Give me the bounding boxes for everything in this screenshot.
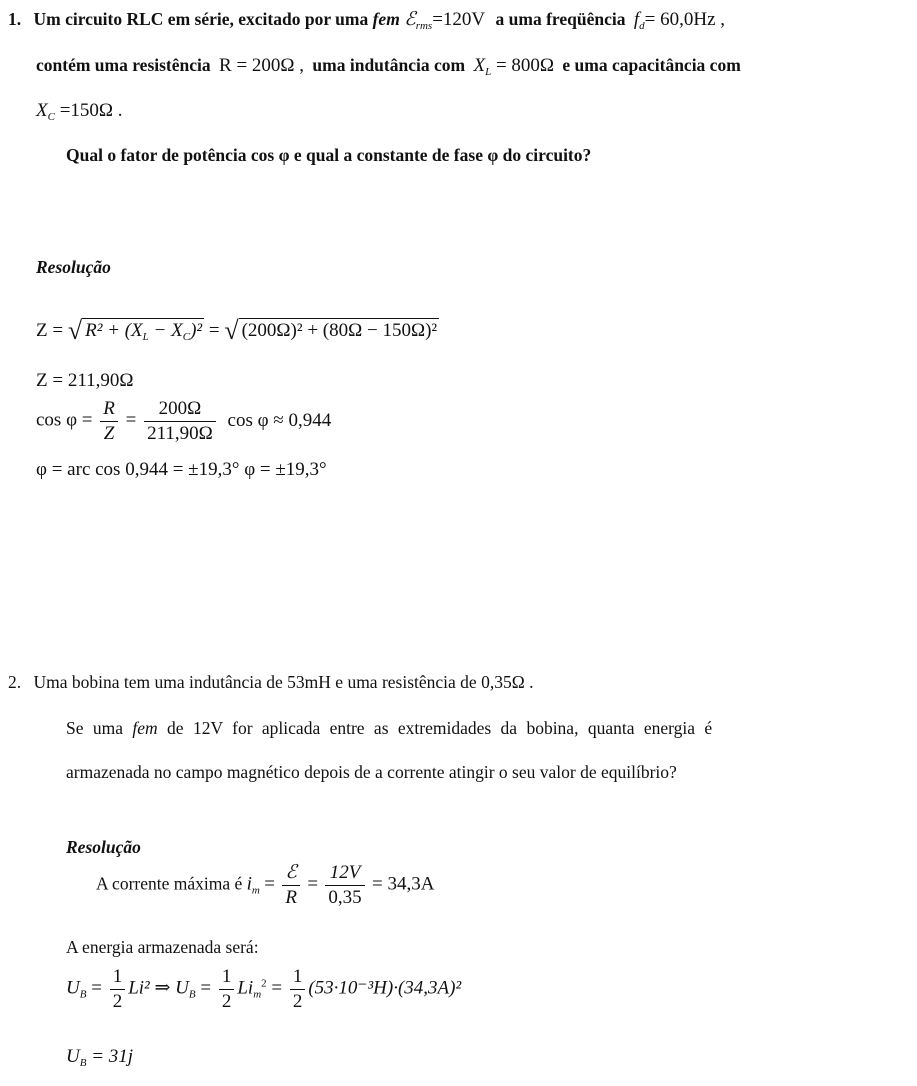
fd-sub: d: [639, 20, 645, 32]
emf-symbol: ℰ: [404, 9, 416, 30]
im-symbol: i: [246, 873, 252, 895]
half-1: $\frac{1}{2}$: [110, 966, 126, 1013]
power-factor-result: cos φ ≈ 0,944: [227, 409, 332, 431]
fem-word: fem: [372, 9, 400, 29]
problem1-line2: [36, 55, 741, 78]
half-2: $\frac{1}{2}$: [219, 966, 235, 1013]
problem1-number: 1.: [8, 9, 22, 29]
eq3-lhs: cos φ =: [36, 409, 93, 431]
fd-value: = 60,0Hz ,: [644, 9, 726, 30]
rms-sub: rms: [415, 20, 433, 32]
eq3-equals: =: [125, 409, 137, 431]
capacitance-text: e uma capacitância com: [562, 55, 741, 75]
phase-angle-equation: φ = arc cos 0,944 = ±19,3° φ = ±19,3°: [36, 459, 327, 480]
sqrt-symbol: √: [67, 316, 83, 345]
freq-text: a uma freqüência: [495, 9, 626, 29]
fraction-emf-R: $\frac{\text{ℰ}}{R}$: [282, 862, 300, 909]
eq1-lhs: Z =: [36, 320, 64, 341]
emf-value: =120V: [432, 9, 486, 30]
XL-symbol: X: [473, 55, 486, 76]
problem2-line3: armazenada no campo magnético depois de a corrente atingir o seu valor de equilíbrio?: [66, 762, 677, 782]
half-3: $\frac{1}{2}$: [290, 966, 306, 1013]
fraction-R-Z: $\frac{R}{Z}$: [100, 398, 118, 445]
problem1-resolution-label: Resolução: [36, 257, 111, 277]
energy-result: $U_B = 31j$: [66, 1046, 134, 1069]
problem1-question: Qual o fator de potência cos φ e qual a constante de fase φ do circuito?: [66, 145, 592, 165]
fraction-values: $\frac{200\Omega}{211,90\Omega}$: [144, 398, 216, 445]
current-text: A corrente máxima é: [96, 873, 243, 894]
current-result: = 34,3A: [372, 873, 435, 895]
XC-sub: C: [47, 111, 55, 123]
XC-symbol: X: [36, 100, 48, 121]
sqrt-symbol-2: √: [224, 316, 239, 345]
im-sub: m: [251, 884, 260, 897]
problem2-resolution-label: Resolução: [66, 837, 141, 857]
problem1-line3: [36, 100, 123, 123]
resistance-text: contém uma resistência: [36, 55, 211, 75]
XL-value: = 800Ω: [495, 55, 555, 76]
eq1-equals: =: [208, 320, 220, 341]
energy-equation: $U_B$ = $\frac{1}{2}$ Li² ⇒ $U_B$ = $\frac{1}{2}$ $Li_m^2$ = $\frac{1}{2}$ (53·10⁻³H)·(34,3A)²: [66, 966, 462, 1012]
problem1-line1: [8, 8, 725, 32]
sqrt1: $R^2 + (X_L - X_C)^2$: [82, 318, 204, 343]
sqrt2: (200Ω)² + (80Ω − 150Ω)²: [239, 318, 440, 342]
fd-symbol: f: [633, 9, 640, 30]
fraction-12V: $\frac{12V}{0,35}$: [325, 862, 364, 909]
problem2-number: 2.: [8, 672, 22, 692]
energy-text: A energia armazenada será:: [66, 937, 259, 957]
impedance-result: Z = 211,90Ω: [36, 370, 134, 391]
XC-value: =150Ω .: [59, 100, 123, 121]
XL-sub: L: [485, 66, 492, 78]
problem2-line2: Se uma fem de 12V for aplicada entre as extremidades da bobina, quanta energia é: [66, 718, 713, 738]
fem-word-2: fem: [132, 718, 158, 738]
problem2-text: Uma bobina tem uma indutância de 53mH e uma resistência de 0,35Ω .: [33, 672, 534, 692]
power-factor-equation: [36, 398, 331, 445]
impedance-equation: [36, 318, 439, 344]
inductance-text: uma indutância com: [312, 55, 466, 75]
problem1-text: Um circuito RLC em série, excitado por uma: [33, 9, 369, 29]
problem2-line1: [8, 672, 533, 693]
R-value: R = 200Ω ,: [219, 55, 305, 76]
current-equation: A corrente máxima é $i_m$ = $\frac{\text{ℰ}}{R}$ = $\frac{12V}{0,35}$ = 34,3A: [96, 862, 435, 908]
